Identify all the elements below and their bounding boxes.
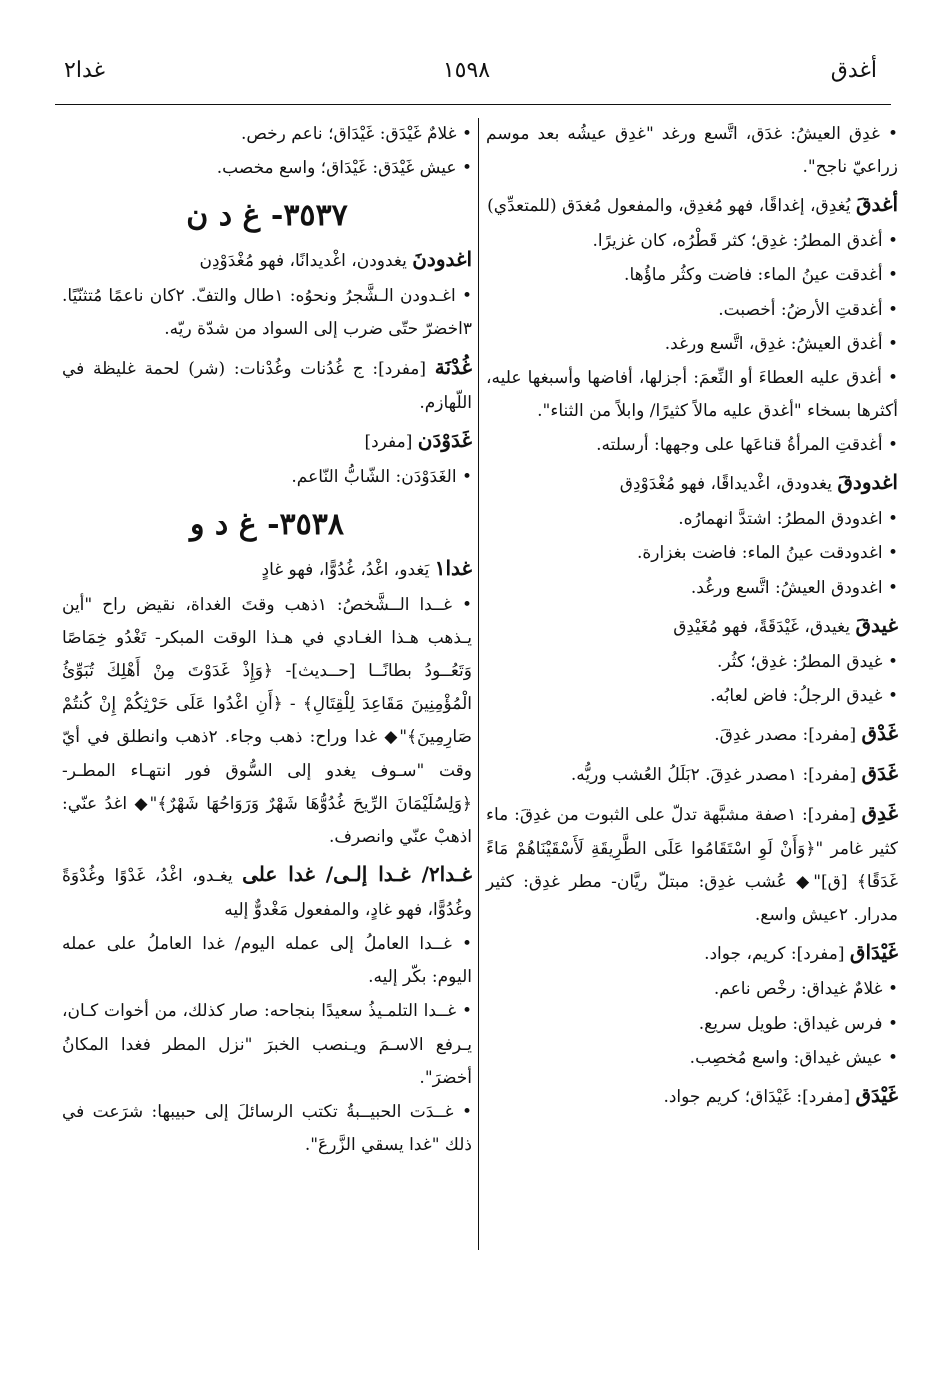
dictionary-entry [62,549,472,588]
sense-line: • اغـدودن الـشَّجرُ ونحوُه: ١طال والتفّ. ٢كان ناعمًا مُتثنّيًا. ٣اخضرّ حتّى ضرب إلى السواد من شدّة ريّه. [62,280,472,346]
entry-text: [مفرد]: ١صفة مشبَّهة تدلّ على الثبوت من غدِقَ: ماء كثير غامر "﴿وَأَنْ لَوِ اسْتَقَامُوا عَلَى الطَّرِيقَةِ لَأَسْقَيْنَاهُمْ مَاءً غَدَقًا﴾ [ق]"◆ عُشب غدِق: مبتلّ ريَّان- مطر غدِق: كثير مدرار. ٢عيش واسع. [486,804,898,926]
entry-headword: غَدِق [861,800,898,825]
entry-text: يُغدِق، إغداقًا، فهو مُغدِق، والمفعول مُغدَق (للمتعدِّي) [487,196,856,217]
dictionary-entry [62,240,472,279]
entry-text: يَغدو، اغْدُ، غُدُوًّا، فهو غادٍ [261,559,435,580]
sense-line: • غــدا الــشَّخصُ: ١ذهب وقتَ الغداة، نقيض راح "أين يـذهب هـذا الغـادي في هـذا الوقت المبكر- تَغْدُو خِمَاصًا وَتَعُــودُ بطانًــا [حــديث]- ﴿وَإِذْ غَدَوْتَ مِنْ أَهْلِكَ تُبَوِّئُ الْمُؤْمِنِينَ مَقَاعِدَ لِلْقِتَالِ﴾ - ﴿أَنِ اغْدُوا عَلَى حَرْثِكُمْ إِنْ كُنتُمْ صَارِمِينَ﴾"◆ غدا وراح: ذهب وجاء. ٢ذهب وانطلق في أيّ وقت "سـوف يغدو إلى السُّوق فور انتهـاء المطـر- ﴿وَلِسُلَيْمَانَ الرِّيحَ غُدُوُّهَا شَهْرٌ وَرَوَاحُهَا شَهْرٌ﴾"◆ اغدُ عنّي: اذهبْ عنّي وانصرف. [62,589,472,854]
entry-text: [مفرد]: غَيْدَاق؛ كريم جواد. [663,1086,856,1107]
sense-line: • غــدا العاملُ إلى عمله اليوم/ غدا العاملُ على عمله اليوم: بكّر إليه. [62,928,472,994]
sense-line: • أغدقتِ المرأةُ قناعَها على وجهها: أرسلته. [486,429,898,462]
entry-headword: غَيْدَق [855,1082,898,1107]
sense-line: • غــدا التلمـيذُ سعيدًا بنجاحه: صار كذلك، من أخوات كـان، يـرفع الاسـمَ ويـنصب الخبرَ "نزل المطر فغدا المكانُ أخضرَ". [62,995,472,1094]
dictionary-entry [62,421,472,460]
entry-text: يغدودق، اغْديداقًا، فهو مُغْدَوْدِق [619,474,838,495]
sense-line: • أغدق المطرُ: غدِق؛ كثر قَطْرُه، كان غزيرًا. [486,225,898,258]
sense-line: • اغدودق المطرُ: اشتدَّ انهمارُه. [486,503,898,536]
sense-line: • أغدقت عينُ الماء: فاضت وكثُر ماؤُها. [486,259,898,292]
sense-line: • اغدودق العيشُ: اتَّسع ورغُد. [486,572,898,605]
dictionary-entry [486,754,898,793]
sense-line: • الغَدَوْدَن: الشّابُّ النّاعم. [62,461,472,494]
header-right-guide-word: أغدق [830,58,877,83]
column-divider [478,118,479,1250]
root-heading: ٣٥٣٧- غ د ن [186,198,348,234]
entry-headword: غيدقَ [855,612,898,637]
sense-line: • غلامٌ غيداق: رخْص ناعم. [486,973,898,1006]
entry-text: [مفرد] [364,431,418,452]
entry-headword: غُدْنَة [434,354,472,379]
entry-text: يغدودن، اغْديدانًا، فهو مُغْدَوْدِن [199,251,413,272]
entry-headword: اغدودقَ [837,470,898,495]
entry-headword: غَدَق [861,760,898,785]
sense-line: • غلامٌ غَيْدَق: غَيْدَاق؛ ناعم رخص. [62,118,472,151]
dictionary-entry [486,606,898,645]
entry-text: [مفرد]: ج غُدُنات وغُدْنات: (شر) لحمة غليظة في اللّهازم. [62,358,472,413]
sense-line: • اغدودقت عينُ الماء: فاضت بغزارة. [486,537,898,570]
entry-headword: غَدْق [861,720,898,745]
right-column [486,118,898,1116]
entry-text: [مفرد]: ١مصدر غدِقَ. ٢بَلَلُ العُشب وريُّه. [570,764,862,785]
entry-headword: غدا١ [434,555,472,580]
sense-line: • عيش غيداق: واسع مُخصِب. [486,1042,898,1075]
sense-line: • غــدَت الحبيــبةُ تكتب الرسائلَ إلى حبيبها: شرَعت في ذلك "غدا يسقي الزَّرعَ". [62,1096,472,1162]
sense-line: • أغدق العيشُ: غدِق، اتَّسع ورغد. [486,328,898,361]
dictionary-entry [486,794,898,932]
sense-line: • عيش غَيْدَق: غَيْدَاق؛ واسع مخصب. [62,152,472,185]
sense-line: • أغدق عليه العطاءَ أو النِّعمَ: أجزلها، أفاضها وأسبغها عليه، أكثرها بسخاء "أغدق عليه مالاً كثيرًا/ وابلاً من الثناء". [486,362,898,428]
entry-headword: غـدا٢/ غـدا إلـى/ غدا على [242,861,472,886]
dictionary-entry [62,855,472,927]
dictionary-entry [486,463,898,502]
entry-text: [مفرد]: كريم، جواد. [704,944,850,965]
dictionary-entry [62,348,472,420]
entry-headword: غَيْدَاق [849,940,898,965]
entry-headword: غَدَوْدَن [417,427,472,452]
root-heading: ٣٥٣٨- غ د و [190,506,344,542]
entry-text: يغـدو، اغْدُ، غَدْوًا وغُدْوَةً وغُدُوًّا، فهو غادٍ، والمفعول مَغْدوٌّ إليه [62,865,472,920]
entry-text: [مفرد]: مصدر غدِقَ. [714,724,862,745]
header-rule [55,104,891,105]
sense-line: • غيدق المطرُ: غدِق؛ كثُر. [486,646,898,679]
dictionary-entry [486,1076,898,1115]
dictionary-entry [486,185,898,224]
dictionary-entry [486,933,898,972]
sense-line: • غيدق الرجلُ: فاض لعابُه. [486,680,898,713]
page-number: ١٥٩٨ [442,58,491,83]
entry-text: يغيدق، غَيْدَقَةً، فهو مُغَيْدِق [673,616,856,637]
entry-headword: اغدودنَ [412,247,472,272]
left-column [62,118,472,1163]
page-header [40,58,893,98]
entry-headword: أغدقَ [855,192,898,217]
dictionary-entry [486,714,898,753]
sense-line: • غدِق العيشُ: غدَق، اتَّسع ورغد "غدِق عيشُه بعد موسم زراعيّ ناجح". [486,118,898,184]
sense-line: • فرس غيداق: طويل سريع. [486,1008,898,1041]
sense-line: • أغدقتِ الأرضُ: أخصبت. [486,294,898,327]
header-left-guide-word: غدا٢ [64,58,105,83]
